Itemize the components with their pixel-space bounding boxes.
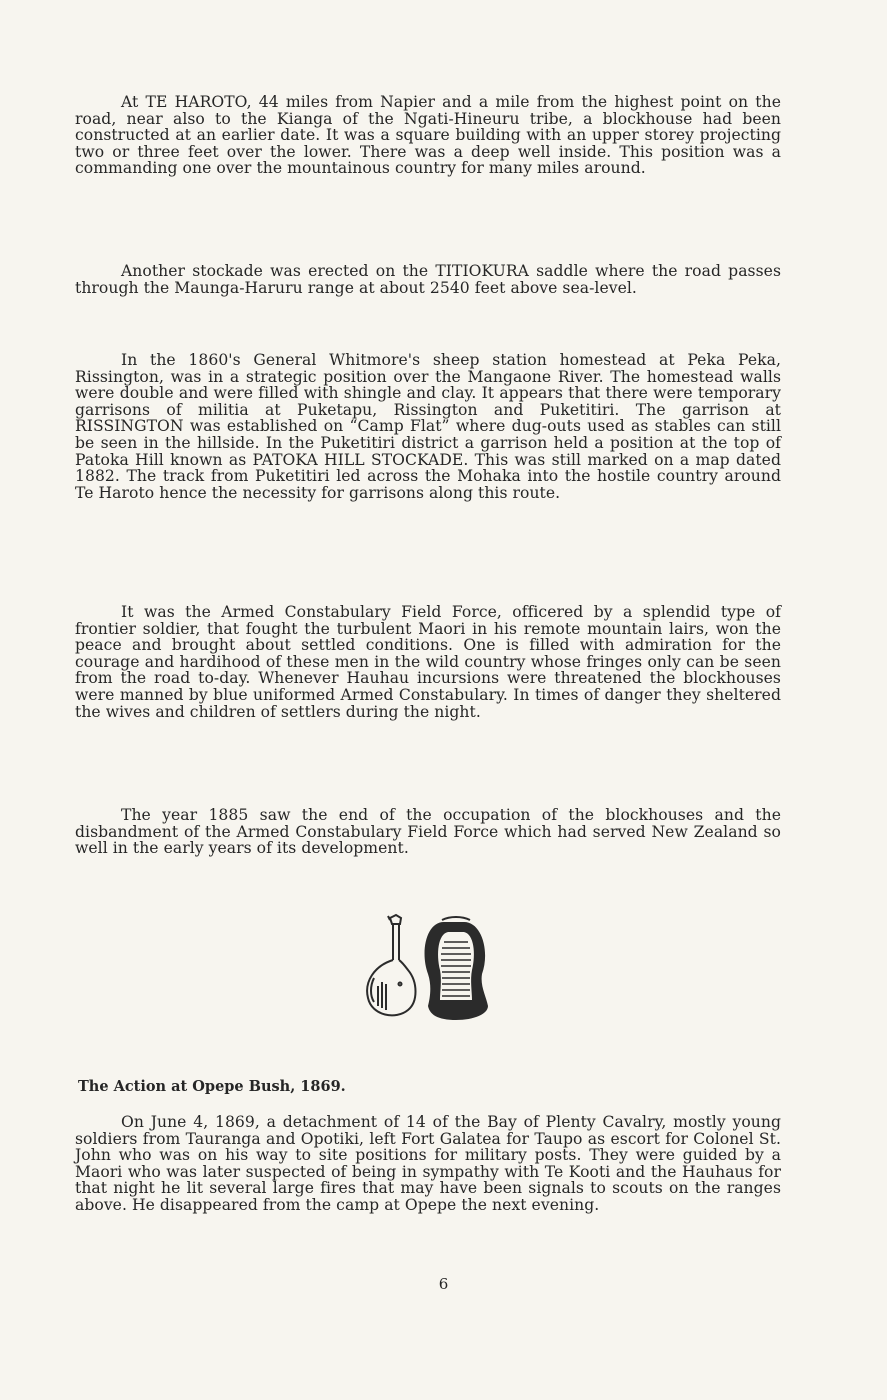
paragraph-text: In the 1860's General Whitmore's sheep station homestead at Peka Peka, Rissington, was in a strategic position over the Mangaone River. The homestead walls were double and were filled with shingle and clay. It appears that there were temporary garrisons of militia at Puketapu, Rissington and Puketitiri. The garrison at RISSINGTON was established on “Camp Flat” where dug-outs used as stables can still be seen in the hillside. In the Puketitiri district a garrison held a position at the top of Patoka Hill known as PATOKA HILL STOCKADE. This was still marked on a map dated 1882. The track from Puketitiri led across the Mohaka into the hostile country around Te Haroto hence the necessity for garrisons along this route. — [75, 351, 781, 502]
paragraph-1885 — [75, 807, 781, 857]
paragraph-titiokura — [75, 263, 781, 296]
paragraph-text: The year 1885 saw the end of the occupation of the blockhouses and the disbandment of the Armed Constabulary Field Force which had served New Zealand so well in the early years of its development. — [75, 806, 781, 858]
paragraph-rissington — [75, 352, 781, 501]
powder-flask-and-cartridge-pouch-icon — [356, 912, 496, 1024]
paragraph-text: Another stockade was erected on the TITIOKURA saddle where the road passes through the Maunga-Haruru range at about 2540 feet above sea-level. — [75, 262, 781, 297]
paragraph-te-haroto — [75, 94, 781, 177]
paragraph-opepe-bush — [75, 1114, 781, 1214]
paragraph-text: It was the Armed Constabulary Field Force, officered by a splendid type of frontier soldier, that fought the turbulent Maori in his remote mountain lairs, won the peace and brought about settled conditions. One is filled with admiration for the courage and hardihood of these men in the wild country whose fringes only can be seen from the road to-day. Whenever Hauhau incursions were threatened the blockhouses were manned by blue uniformed Armed Constabulary. In times of danger they sheltered the wives and children of settlers during the night. — [75, 603, 781, 721]
paragraph-text: At TE HAROTO, 44 miles from Napier and a mile from the highest point on the road, near also to the Kianga of the Ngati-Hineuru tribe, a blockhouse had been constructed at an earlier date. It was a square building with an upper storey projecting two or three feet over the lower. There was a deep well inside. This position was a commanding one over the mountainous country for many miles around. — [75, 93, 781, 178]
paragraph-armed-constabulary — [75, 604, 781, 720]
paragraph-text: On June 4, 1869, a detachment of 14 of the Bay of Plenty Cavalry, mostly young soldiers from Tauranga and Opotiki, left Fort Galatea for Taupo as escort for Colonel St. John who was on his way to site positions for military posts. They were guided by a Maori who was later suspected of being in sympathy with Te Kooti and the Hauhaus for that night he lit several large fires that may have been signals to scouts on the ranges above. He disappeared from the camp at Opepe the next evening. — [75, 1113, 781, 1214]
page-number: 6 — [438, 1275, 449, 1293]
section-heading: The Action at Opepe Bush, 1869. — [78, 1078, 346, 1095]
